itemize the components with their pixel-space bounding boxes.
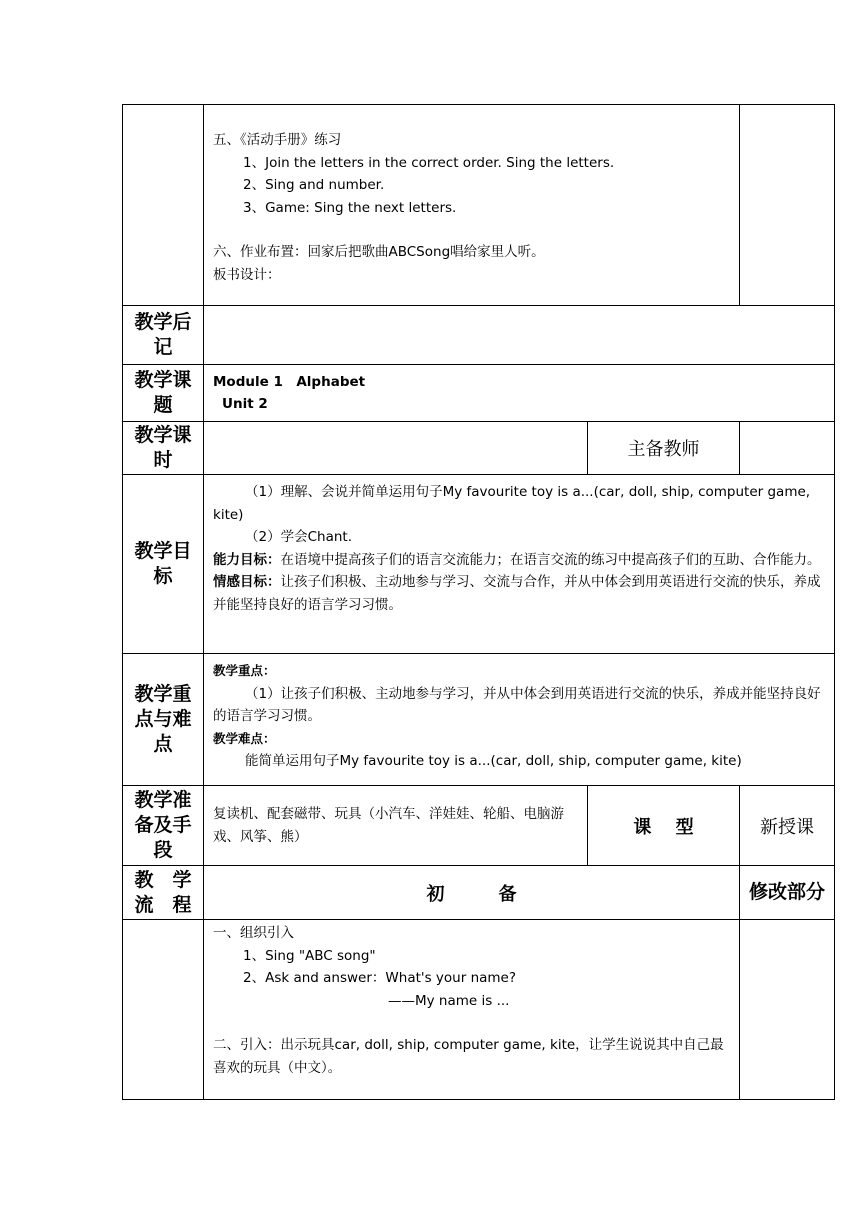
flow-label bbox=[123, 866, 204, 920]
goals-label: 教学目标 bbox=[123, 475, 204, 654]
revision-header: 修改部分 bbox=[740, 866, 835, 920]
period-row bbox=[123, 422, 835, 475]
difficulty-heading: 教学难点： bbox=[213, 730, 276, 746]
flow-label-line-2: 流 程 bbox=[134, 893, 192, 916]
flow-step-1b: 2、Ask and answer：What's your name? bbox=[243, 970, 517, 986]
prep-label: 教学准备及手段 bbox=[123, 786, 204, 866]
activity-row bbox=[123, 105, 835, 306]
key-text: （1）让孩子们积极、主动地参与学习，并从中体会到用英语进行交流的快乐，养成并能坚持良好的语言学习习惯。 bbox=[213, 685, 821, 724]
flow-step-1c: ——My name is ... bbox=[388, 992, 510, 1009]
activity-heading: 五、《活动手册》练习 bbox=[213, 132, 342, 148]
teacher-label: 主备教师 bbox=[588, 422, 740, 475]
activity-notes-cell bbox=[740, 105, 835, 306]
ability-goal bbox=[213, 549, 830, 572]
difficulty-text: 能简单运用句子My favourite toy is a...(car, doll, ship, computer game, kite) bbox=[245, 753, 742, 769]
topic-unit: Unit 2 bbox=[222, 396, 268, 412]
draft-header: 初 备 bbox=[204, 866, 740, 920]
period-value bbox=[204, 422, 588, 475]
emotion-text: 让孩子们积极、主动地参与学习、交流与合作，并从中体会到用英语进行交流的快乐，养成并能坚持良好的语言学习习惯。 bbox=[213, 574, 821, 613]
flow-step-1a: 1、Sing "ABC song" bbox=[243, 947, 376, 964]
activity-item-3: 3、Game: Sing the next letters. bbox=[243, 199, 457, 216]
lesson-type-label: 课 型 bbox=[588, 786, 740, 866]
topic-row bbox=[123, 365, 835, 422]
flow-content-row bbox=[123, 920, 835, 1100]
prep-row bbox=[123, 786, 835, 866]
teacher-value bbox=[740, 422, 835, 475]
topic-label: 教学课题 bbox=[123, 365, 204, 422]
activity-label-cell bbox=[123, 105, 204, 306]
goals-row bbox=[123, 475, 835, 654]
key-points-label: 教学重点与难点 bbox=[123, 654, 204, 786]
homework-line: 六、作业布置：回家后把歌曲ABCSong唱给家里人听。 bbox=[213, 244, 545, 260]
goal-2: （2）学会Chant. bbox=[245, 529, 352, 545]
key-points-content bbox=[204, 654, 835, 786]
flow-revision-cell bbox=[740, 920, 835, 1100]
prep-content: 复读机、配套磁带、玩具（小汽车、洋娃娃、轮船、电脑游戏、风筝、熊） bbox=[204, 786, 588, 866]
ability-heading: 能力目标： bbox=[213, 551, 281, 568]
afterthought-label: 教学后记 bbox=[123, 306, 204, 365]
board-design-line: 板书设计： bbox=[213, 266, 281, 283]
flow-label-cell bbox=[123, 920, 204, 1100]
flow-label-line-1: 教 学 bbox=[134, 868, 192, 891]
flow-header-row bbox=[123, 866, 835, 920]
activity-content bbox=[204, 105, 740, 306]
emotion-heading: 情感目标： bbox=[213, 574, 281, 590]
flow-content bbox=[204, 920, 740, 1100]
lesson-plan-table bbox=[122, 104, 835, 1100]
topic-content bbox=[204, 365, 835, 422]
flow-step-2: 二、引入：出示玩具car, doll, ship, computer game, kite，让学生说说其中自己最喜欢的玩具（中文）。 bbox=[213, 1037, 724, 1076]
goals-content bbox=[204, 475, 835, 654]
activity-item-1: 1、Join the letters in the correct order. Sing the letters. bbox=[243, 154, 615, 171]
flow-step-1: 一、组织引入 bbox=[213, 925, 294, 941]
lesson-type-value: 新授课 bbox=[740, 786, 835, 866]
ability-text: 在语境中提高孩子们的语言交流能力；在语言交流的练习中提高孩子们的互助、合作能力。 bbox=[280, 551, 821, 568]
afterthought-content bbox=[204, 306, 835, 365]
period-label: 教学课时 bbox=[123, 422, 204, 475]
topic-module: Module 1 Alphabet bbox=[213, 374, 366, 390]
key-points-row bbox=[123, 654, 835, 786]
afterthought-row bbox=[123, 306, 835, 365]
key-heading: 教学重点： bbox=[213, 663, 276, 678]
emotion-goal bbox=[213, 571, 830, 616]
activity-item-2: 2、Sing and number. bbox=[243, 177, 385, 193]
goal-1: （1）理解、会说并简单运用句子My favourite toy is a...(car, doll, ship, computer game, kite) bbox=[213, 484, 811, 523]
